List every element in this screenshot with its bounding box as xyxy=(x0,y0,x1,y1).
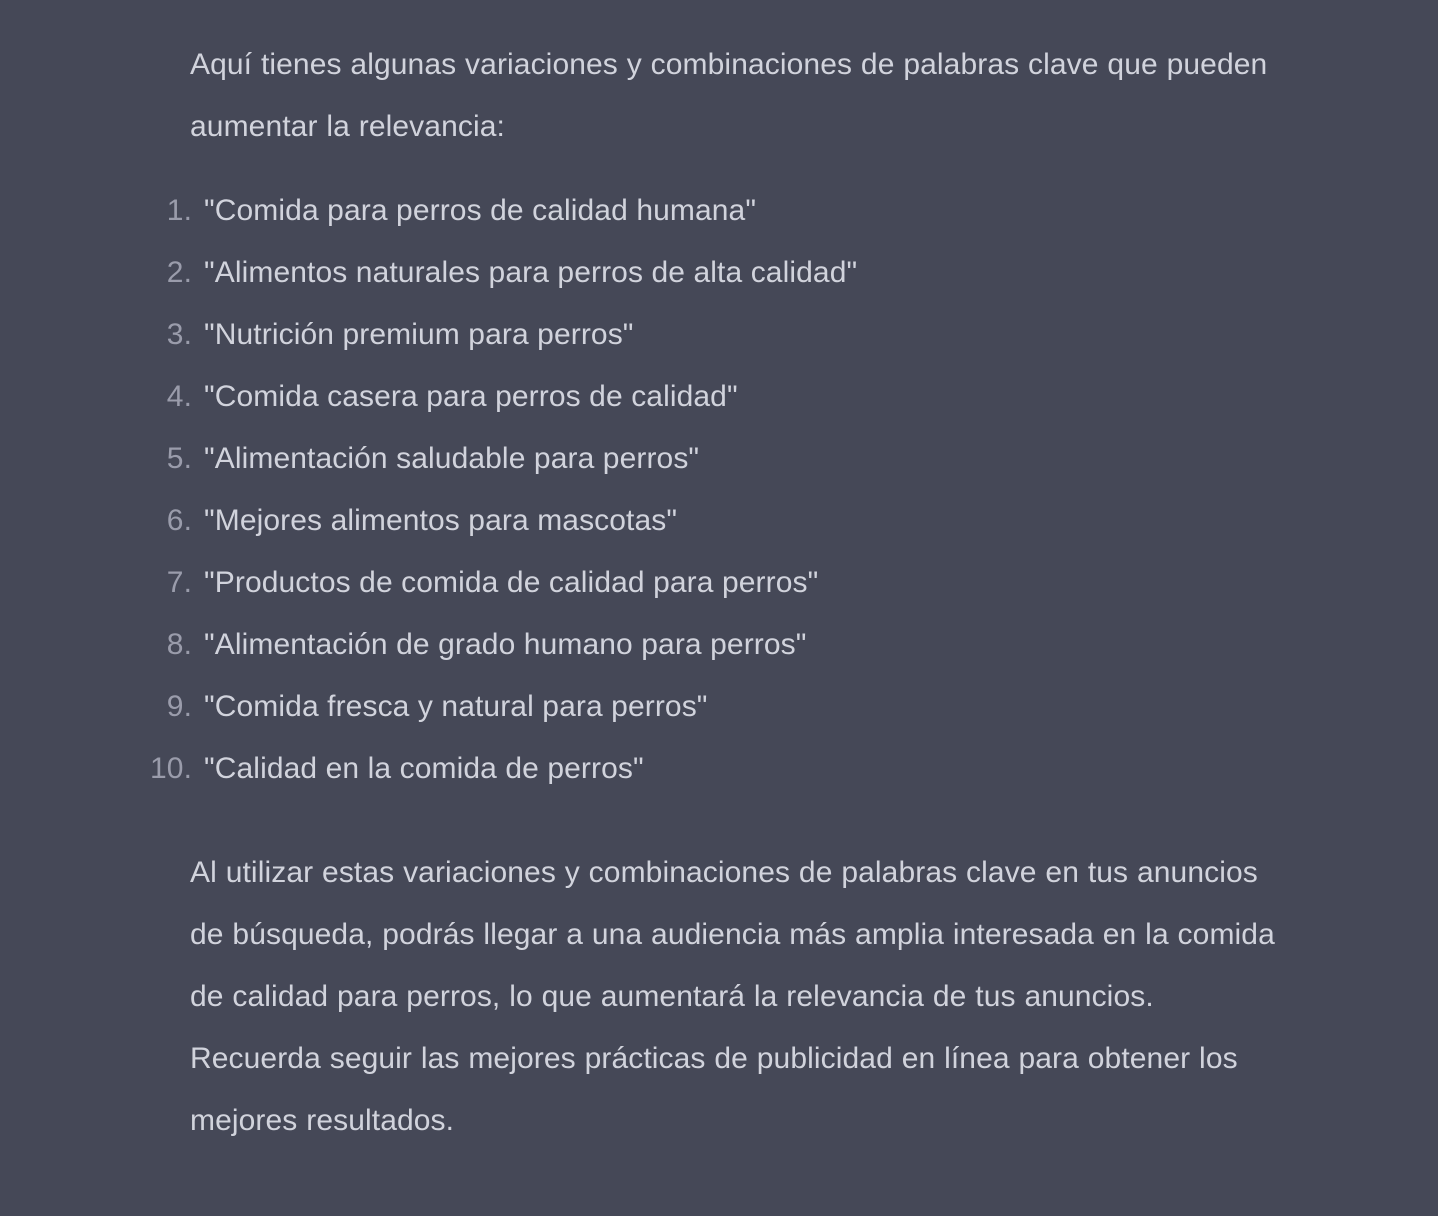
list-item-label: "Alimentos naturales para perros de alta calidad" xyxy=(204,256,858,289)
list-item xyxy=(0,490,1275,552)
list-item-label: "Comida para perros de calidad humana" xyxy=(204,194,757,227)
list-item xyxy=(0,242,1275,304)
list-item xyxy=(0,366,1275,428)
intro-paragraph: Aquí tienes algunas variaciones y combinaciones de palabras clave que pueden aumentar la relevancia: xyxy=(190,48,1268,143)
list-item xyxy=(0,428,1275,490)
list-item-label: "Alimentación de grado humano para perros" xyxy=(204,628,807,661)
list-item-label: "Productos de comida de calidad para perros" xyxy=(204,566,819,599)
list-item-label: "Nutrición premium para perros" xyxy=(204,318,634,351)
list-item-label: "Alimentación saludable para perros" xyxy=(204,442,700,475)
list-item xyxy=(0,738,1275,800)
list-item xyxy=(0,304,1275,366)
list-item-label: "Calidad en la comida de perros" xyxy=(204,752,644,785)
list-item-label: "Mejores alimentos para mascotas" xyxy=(204,504,678,537)
keyword-list xyxy=(0,180,1275,800)
message-content xyxy=(190,34,1275,1152)
list-item xyxy=(0,614,1275,676)
list-item xyxy=(0,552,1275,614)
list-item-label: "Comida casera para perros de calidad" xyxy=(204,380,738,413)
closing-paragraph: Al utilizar estas variaciones y combinaciones de palabras clave en tus anuncios de búsqueda, podrás llegar a una audiencia más amplia interesada en la comida de calidad para perros, lo que aumentará la relevancia de tus anuncios. Recuerda seguir las mejores prácticas de publicidad en línea para obtener los mejores resultados. xyxy=(190,856,1275,1137)
list-item-label: "Comida fresca y natural para perros" xyxy=(204,690,708,723)
list-item xyxy=(0,676,1275,738)
list-item xyxy=(0,180,1275,242)
